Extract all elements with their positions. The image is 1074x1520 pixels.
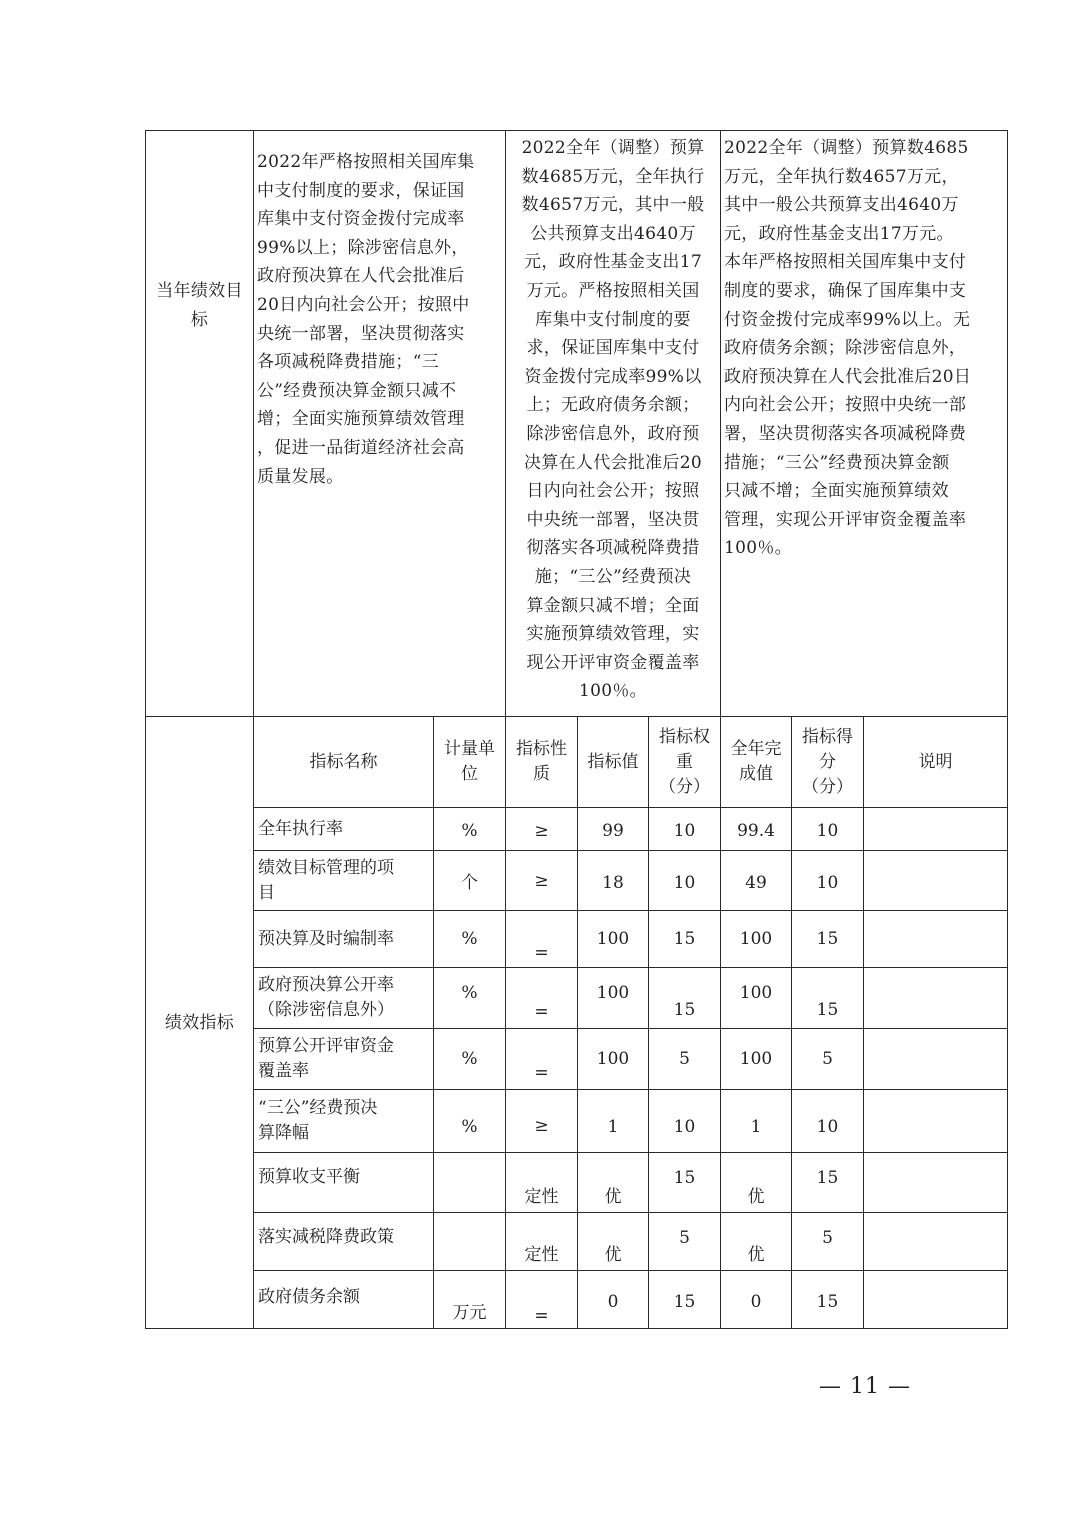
header-note: 说明 xyxy=(918,751,953,772)
row-1-completed: 49 xyxy=(745,872,767,893)
row-2-note xyxy=(864,911,1007,967)
row-3-note xyxy=(864,968,1007,1028)
row-2-score: 15 xyxy=(816,929,839,949)
annual-goal-planned: 2022年严格按照相关国库集 中支付制度的要求，保证国 库集中支付资金拨付完成率 99%以上；除涉密信息外， 政府预决算在人代会批准后 20日内向社会公开；按照中 央统一部署，坚决贯彻落实 各项减税降费措施；“三 公”经费预决算金额只减不 增；全面实施预算绩效管理 ，促进一品街道经济社会高 质量发展。 xyxy=(257,152,475,487)
header-name: 指标名称 xyxy=(309,751,378,772)
header-unit: 计量单 位 xyxy=(444,739,495,784)
row-7-completed: 优 xyxy=(747,1245,765,1265)
row-6-value: 优 xyxy=(604,1187,622,1207)
row-1-name: 绩效目标管理的项 目 xyxy=(258,857,394,903)
annual-goal-target: 2022全年（调整）预算 数4685万元，全年执行 数4657万元，其中一般 公共预算支出4640万 元，政府性基金支出17 万元。严格按照相关国 库集中支付制度的要 求，保证国库集中支付 资金拨付完成率99%以 上；无政府债务余额； 除涉密信息外，政府预 决算在人代会批准后20 日内向社会公开；按照 中央统一部署，坚决贯 彻落实各项减税降费措 施；“三公”经费预决 算金额只减不增；全面 实施预算绩效管理，实 现公开评审资金覆盖率 100％。 xyxy=(521,138,705,702)
indicator-section-label: 绩效指标 xyxy=(164,1012,235,1033)
header-nature: 指标性 质 xyxy=(516,739,567,784)
row-5-nature: ≥ xyxy=(534,1116,549,1136)
row-2-completed: 100 xyxy=(739,929,773,949)
row-5-name: “三公”经费预决 算降幅 xyxy=(258,1098,378,1143)
annual-goal-label: 当年绩效目 标 xyxy=(156,281,243,330)
row-7-unit xyxy=(434,1213,505,1270)
row-7-value: 优 xyxy=(604,1245,622,1265)
table-right-border xyxy=(1007,130,1008,1329)
row-7-note xyxy=(864,1213,1007,1270)
row-8-unit: 万元 xyxy=(452,1303,487,1323)
row-1-weight: 10 xyxy=(673,872,696,893)
row-1-value: 18 xyxy=(602,872,624,893)
row-4-weight: 5 xyxy=(679,1049,690,1069)
row-0-name: 全年执行率 xyxy=(258,818,343,839)
row-6-completed: 优 xyxy=(747,1187,765,1207)
header-weight: 指标权 重 （分） xyxy=(659,726,710,797)
row-8-value: 0 xyxy=(607,1291,619,1312)
row-8-name: 政府债务余额 xyxy=(258,1287,360,1307)
annual-goal-actual: 2022全年（调整）预算数4685 万元，全年执行数4657万元， 其中一般公共预算支出4640万 元，政府性基金支出17万元。 本年严格按照相关国库集中支付 制度的要求，确保了国库集中支 付资金拨付完成率99%以上。无 政府债务余额；除涉密信息外， 政府预决算在人代会批准后20日 内向社会公开；按照中央统一部 署，坚决贯彻落实各项减税降费 措施；“三公”经费预决算金额 只减不增；全面实施预算绩效 管理，实现公开评审资金覆盖率 100％。 xyxy=(724,138,972,559)
row-1-unit: 个 xyxy=(461,873,478,893)
row-6-nature: 定性 xyxy=(524,1187,559,1207)
row-6-unit xyxy=(434,1153,505,1212)
row-4-nature: = xyxy=(534,1063,549,1083)
row-1-nature: ≥ xyxy=(534,870,549,891)
header-completed: 全年完 成值 xyxy=(730,739,782,784)
row-7-nature: 定性 xyxy=(524,1245,559,1265)
row-5-completed: 1 xyxy=(750,1117,762,1137)
row-4-note xyxy=(864,1029,1007,1089)
row-4-unit: % xyxy=(461,1049,478,1069)
row-0-completed: 99.4 xyxy=(737,821,775,841)
table-top-border xyxy=(145,130,1008,131)
row-3-completed: 100 xyxy=(739,983,773,1003)
row-3-name: 政府预决算公开率 （除涉密信息外） xyxy=(258,975,394,1020)
row-0-unit: % xyxy=(461,821,478,841)
row-7-score: 5 xyxy=(822,1227,833,1248)
row-8-weight: 15 xyxy=(673,1291,696,1312)
row-1-note xyxy=(864,851,1007,910)
row-2-nature: = xyxy=(534,943,549,963)
row-8-note xyxy=(864,1271,1007,1328)
row-2-name: 预决算及时编制率 xyxy=(258,928,394,949)
row-2-value: 100 xyxy=(596,929,630,949)
header-score: 指标得 分 （分） xyxy=(802,726,853,797)
row-3-value: 100 xyxy=(596,983,630,1003)
row-7-name: 落实减税降费政策 xyxy=(258,1227,394,1247)
row-7-weight: 5 xyxy=(679,1227,690,1248)
row-0-nature: ≥ xyxy=(534,821,549,841)
row-6-score: 15 xyxy=(816,1167,839,1188)
row-2-weight: 15 xyxy=(673,929,696,949)
row-4-value: 100 xyxy=(596,1049,630,1069)
row-3-weight: 15 xyxy=(673,1000,696,1020)
row-1-score: 10 xyxy=(816,872,839,893)
row-0-weight: 10 xyxy=(673,821,696,841)
page-number: — 11 — xyxy=(819,1374,911,1399)
row-3-unit: % xyxy=(461,983,478,1003)
row-3-nature: = xyxy=(534,1002,549,1022)
row-5-unit: % xyxy=(461,1117,478,1137)
row-0-value: 99 xyxy=(602,821,624,841)
row-5-note xyxy=(864,1090,1007,1152)
row-5-score: 10 xyxy=(816,1117,839,1137)
row-0-score: 10 xyxy=(816,821,839,841)
row-5-weight: 10 xyxy=(673,1117,696,1137)
row-6-note xyxy=(864,1153,1007,1212)
row-4-score: 5 xyxy=(822,1049,833,1069)
row-0-note xyxy=(864,808,1007,850)
row-8-nature: = xyxy=(534,1305,549,1326)
row-6-name: 预算收支平衡 xyxy=(258,1167,360,1187)
row-8-completed: 0 xyxy=(750,1291,762,1312)
row-3-score: 15 xyxy=(816,1000,839,1020)
row-4-name: 预算公开评审资金 覆盖率 xyxy=(258,1036,394,1081)
row-8-score: 15 xyxy=(816,1291,839,1312)
row-6-weight: 15 xyxy=(673,1167,696,1188)
row-4-completed: 100 xyxy=(739,1049,773,1069)
row-2-unit: % xyxy=(461,929,478,949)
header-value: 指标值 xyxy=(587,751,639,772)
row-5-value: 1 xyxy=(607,1117,619,1137)
